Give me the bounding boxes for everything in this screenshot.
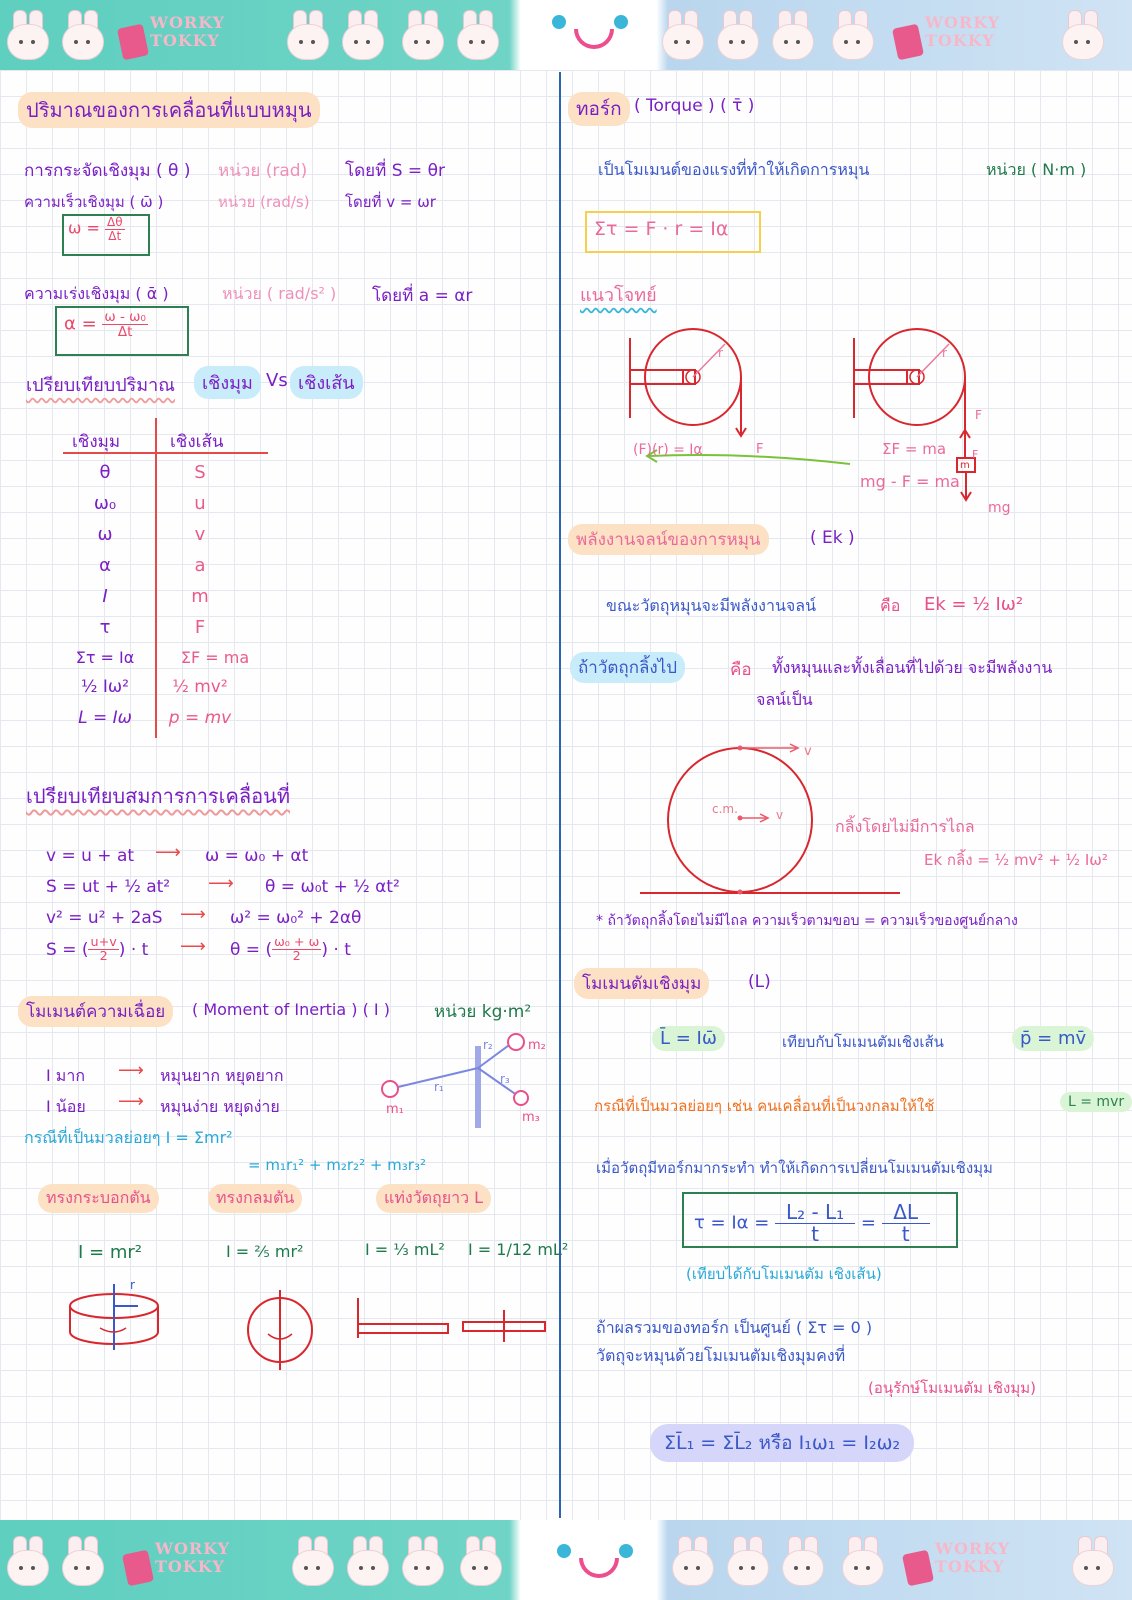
- label-m3: m₃: [522, 1110, 540, 1125]
- bunny-icon: [285, 10, 329, 60]
- table-cell-linear: v: [194, 524, 206, 545]
- logo-text-1: WORKY: [935, 1539, 1011, 1558]
- compare-equations-title: เปรียบเทียบสมการการเคลื่อนที่: [26, 784, 291, 808]
- bunny-face-icon: [545, 1534, 645, 1594]
- torque-formula: Στ = F · r = Iα: [594, 218, 729, 240]
- logo-icon: [125, 1534, 231, 1586]
- arrow-icon: ⟶: [208, 873, 234, 894]
- center-of-mass-label: c.m.: [712, 802, 738, 816]
- logo-text-1: WORKY: [150, 13, 226, 32]
- pulley-force-equation: ΣF = ma: [882, 440, 947, 458]
- logo-text-2: TOKKY: [925, 31, 995, 50]
- bunny-icon: [400, 10, 444, 60]
- eq-part: θ = (: [230, 939, 273, 960]
- shape-label-sphere: ทรงกลมตัน: [208, 1184, 302, 1213]
- formula-denominator: Δt: [117, 324, 133, 341]
- label-r2: r₂: [483, 1038, 493, 1052]
- conservation-formula: ΣL̄₁ = ΣL̄₂ หรือ I₁ω₁ = I₂ω₂: [650, 1424, 914, 1462]
- bunny-icon: [660, 10, 704, 60]
- eq-part: S = (: [46, 939, 89, 960]
- problem-title: แนวโจทย์: [580, 285, 657, 306]
- linear-equation: S = ut + ½ at²: [46, 877, 171, 897]
- pulley-radius-label: r: [718, 346, 723, 360]
- cylinder-radius-label: r: [130, 1278, 135, 1292]
- table-cell-linear: F: [194, 617, 206, 638]
- bunny-icon: [5, 1536, 49, 1586]
- angular-equation: ω² = ω₀² + 2αθ: [230, 908, 362, 928]
- inertia-more-label: I มาก: [46, 1066, 86, 1085]
- formula-numerator: Δθ: [106, 215, 123, 229]
- bunny-icon: [340, 10, 384, 60]
- angular-momentum-symbol: (L): [748, 972, 771, 992]
- bunny-icon: [345, 1536, 389, 1586]
- bunny-icon: [670, 1536, 714, 1586]
- rolling-description-1: ทั้งหมุนและทั้งเลื่อนที่ไปด้วย จะมีพลังงาน: [772, 658, 1053, 677]
- inertia-unit: หน่วย kg·m²: [434, 1002, 532, 1022]
- table-cell-linear: S: [194, 462, 206, 483]
- bunny-icon: [1070, 1536, 1114, 1586]
- rolling-is: คือ: [730, 660, 752, 680]
- angular-displacement-label: การกระจัดเชิงมุม ( θ ): [24, 161, 191, 181]
- bunny-icon: [840, 1536, 884, 1586]
- bunny-icon: [458, 1536, 502, 1586]
- table-cell-linear: u: [194, 493, 206, 514]
- eq-numerator: ω₀ + ω: [274, 935, 320, 950]
- eq-denominator: 2: [292, 949, 301, 965]
- angular-velocity-formula: [68, 216, 125, 242]
- rolling-note: * ถ้าวัตถุกลิ้งโดยไม่มีไถล ความเร็วตามขอบ = ความเร็วของศูนย์กลาง: [596, 913, 1018, 929]
- force-label: F: [756, 442, 764, 457]
- torque-momentum-note: (เทียบได้กับโมเมนตัม เชิงเส้น): [686, 1265, 882, 1283]
- linear-equation: [46, 936, 148, 964]
- bunny-icon: [455, 10, 499, 60]
- logo-icon: [905, 1534, 1011, 1586]
- bunny-icon: [1060, 10, 1104, 60]
- force-label: F: [972, 448, 979, 461]
- torque-english: ( Torque ) ( τ̄ ): [634, 96, 755, 116]
- point-mass-formula: กรณีที่เป็นมวลย่อยๆ I = Σmr²: [24, 1128, 233, 1147]
- rod-center-inertia: I = 1/12 mL²: [468, 1240, 569, 1259]
- bunny-icon: [780, 1536, 824, 1586]
- rotational-ke-is: คือ: [880, 596, 901, 615]
- torque-description: เป็นโมเมนต์ของแรงที่ทำให้เกิดการหมุน: [598, 160, 870, 179]
- section-title-rotational-quantities: ปริมาณของการเคลื่อนที่แบบหมุน: [18, 92, 320, 128]
- column-divider: [559, 72, 561, 1518]
- angular-velocity-unit: หน่วย (rad/s): [218, 193, 310, 211]
- label-m1: m₁: [386, 1102, 404, 1117]
- table-cell-angular: θ: [99, 462, 111, 483]
- table-cell-angular: τ: [99, 617, 111, 638]
- conservation-line-1: ถ้าผลรวมของทอร์ก เป็นศูนย์ ( Στ = 0 ): [596, 1318, 873, 1337]
- rolling-description-2: จลน์เป็น: [756, 690, 813, 709]
- bunny-icon: [715, 10, 759, 60]
- angular-velocity-relation: โดยที่ v = ωr: [345, 193, 436, 211]
- table-cell-linear: a: [194, 555, 206, 576]
- pulley-torque-equation: (F)(r) = Iα: [633, 442, 703, 458]
- table-header-linear: เชิงเส้น: [170, 432, 224, 452]
- label-r1: r₁: [434, 1080, 444, 1094]
- rolling-top-velocity: v: [804, 744, 812, 759]
- angular-equation: θ = ω₀t + ½ αt²: [265, 877, 400, 897]
- rolling-ke-formula: Ek กลิ้ง = ½ mv² + ½ Iω²: [924, 851, 1108, 869]
- arrow-icon: ⟶: [118, 1060, 144, 1081]
- inertia-english: ( Moment of Inertia ) ( I ): [192, 1000, 390, 1019]
- inertia-less-label: I น้อย: [46, 1097, 86, 1116]
- rod-center-diagram: [463, 1310, 547, 1342]
- pulley-diagram: [625, 330, 1005, 520]
- weight-label: mg: [988, 500, 1011, 516]
- table-cell-angular: ω: [97, 524, 113, 545]
- label-m2: m₂: [528, 1038, 546, 1053]
- bunny-icon: [770, 10, 814, 60]
- angular-accel-formula: [64, 310, 148, 339]
- sphere-inertia: I = ⅖ mr²: [226, 1242, 304, 1261]
- angular-accel-relation: โดยที่ a = αr: [372, 286, 473, 306]
- rolling-no-slip-label: กลิ้งโดยไม่มีการไถล: [835, 817, 975, 836]
- formula-lhs: α =: [64, 313, 97, 335]
- rolling-center-velocity: v: [776, 808, 784, 822]
- rod-end-diagram: [352, 1298, 450, 1338]
- torque-momentum-formula: [694, 1202, 930, 1245]
- formula-denominator: t: [901, 1222, 910, 1246]
- pulley-mass-equation: mg - F = ma: [860, 472, 960, 491]
- bunny-icon: [5, 10, 49, 60]
- table-cell-angular: ½ Iω²: [81, 677, 129, 697]
- cylinder-diagram: [66, 1288, 162, 1354]
- table-cell-linear: p = mv: [168, 708, 232, 728]
- arrow-icon: ⟶: [180, 904, 206, 925]
- rotational-ke-formula: Ek = ½ Iω²: [924, 594, 1024, 615]
- logo-icon: [895, 8, 1001, 60]
- bunny-face-icon: [540, 5, 640, 65]
- conservation-line-2: วัตถุจะหมุนด้วยโมเมนตัมเชิงมุมคงที่: [596, 1346, 846, 1365]
- shape-label-rod: แท่งวัตถุยาว L: [376, 1184, 491, 1213]
- angular-velocity-label: ความเร็วเชิงมุม ( ω̄ ): [24, 193, 164, 211]
- label-r3: r₃: [500, 1072, 510, 1086]
- formula-numerator: L₂ - L₁: [775, 1202, 855, 1224]
- compare-vs: Vs: [266, 370, 288, 391]
- logo-text-2: TOKKY: [155, 1557, 225, 1576]
- linear-equation: v² = u² + 2aS: [46, 908, 163, 928]
- inertia-more-effect: หมุนยาก หยุดยาก: [160, 1066, 284, 1085]
- pulley-radius-label: r: [942, 346, 947, 360]
- torque-title: ทอร์ก: [568, 92, 630, 126]
- logo-text-1: WORKY: [925, 13, 1001, 32]
- rolling-title: ถ้าวัตถุกลิ้งไป: [570, 652, 685, 683]
- compare-quantities-title: เปรียบเทียบปริมาณ: [26, 375, 175, 396]
- inertia-title: โมเมนต์ความเฉื่อย: [18, 996, 173, 1027]
- rotational-ke-symbol: ( Ek ): [810, 528, 855, 548]
- point-mass-momentum-formula: L = mvr: [1060, 1092, 1132, 1112]
- table-cell-angular: L = Iω: [78, 708, 132, 728]
- compare-angular-tag: เชิงมุม: [194, 366, 261, 399]
- mass-label: m: [960, 460, 970, 471]
- torque-momentum-description: เมื่อวัตถุมีทอร์กมากระทำ ทำให้เกิดการเปลี่ยนโมเมนตัมเชิงมุม: [596, 1159, 993, 1177]
- arrow-icon: ⟶: [118, 1091, 144, 1112]
- point-mass-momentum-note: กรณีที่เป็นมวลย่อยๆ เช่น คนเคลื่อนที่เป็นวงกลมให้ใช้: [594, 1097, 935, 1115]
- eq-denominator: 2: [99, 949, 108, 965]
- table-cell-linear: ½ mv²: [172, 677, 228, 697]
- angular-displacement-unit: หน่วย (rad): [218, 161, 308, 181]
- bunny-icon: [725, 1536, 769, 1586]
- point-mass-expansion: = m₁r₁² + m₂r₂² + m₃r₃²: [248, 1156, 427, 1174]
- angular-equation: ω = ω₀ + αt: [205, 846, 309, 866]
- bunny-icon: [290, 1536, 334, 1586]
- logo-text-1: WORKY: [155, 1539, 231, 1558]
- logo-text-2: TOKKY: [150, 31, 220, 50]
- bunny-icon: [60, 10, 104, 60]
- bunny-icon: [830, 10, 874, 60]
- torque-unit: หน่วย ( N·m ): [986, 160, 1087, 179]
- formula-lhs: τ = Iα =: [694, 1212, 770, 1234]
- angular-accel-unit: หน่วย ( rad/s² ): [222, 284, 337, 303]
- table-header-angular: เชิงมุม: [72, 432, 121, 452]
- table-cell-angular: ω₀: [93, 493, 117, 514]
- bunny-icon: [60, 1536, 104, 1586]
- table-cell-angular: Στ = Iα: [75, 648, 135, 667]
- eq-part: ) · t: [118, 939, 149, 960]
- angular-momentum-title: โมเมนตัมเชิงมุม: [574, 968, 709, 999]
- formula-denominator: t: [811, 1222, 819, 1246]
- formula-denominator: Δt: [108, 228, 122, 243]
- conservation-note: (อนุรักษ์โมเมนตัม เชิงมุม): [868, 1379, 1037, 1397]
- angular-equation: [230, 936, 351, 964]
- logo-text-2: TOKKY: [935, 1557, 1005, 1576]
- arrow-icon: ⟶: [155, 842, 181, 863]
- table-cell-angular: I: [102, 586, 108, 607]
- sphere-diagram: [244, 1290, 316, 1370]
- linear-equation: v = u + at: [46, 846, 135, 866]
- formula-numerator: ω - ω₀: [104, 309, 146, 325]
- table-cell-linear: ΣF = ma: [180, 648, 250, 667]
- angular-displacement-relation: โดยที่ S = θr: [345, 161, 445, 181]
- inertia-less-effect: หมุนง่าย หยุดง่าย: [160, 1097, 280, 1116]
- eq-numerator: u+v: [90, 935, 117, 950]
- bottom-banner: [0, 1520, 1132, 1600]
- arrow-icon: ⟶: [180, 936, 206, 957]
- angular-momentum-compare: เทียบกับโมเมนตัมเชิงเส้น: [782, 1033, 944, 1051]
- table-cell-angular: α: [99, 555, 111, 576]
- angular-accel-label: ความเร่งเชิงมุม ( ᾱ ): [24, 284, 169, 303]
- shape-label-cylinder: ทรงกระบอกตัน: [38, 1184, 159, 1213]
- formula-lhs: ω =: [68, 218, 100, 238]
- rotational-ke-title: พลังงานจลน์ของการหมุน: [568, 524, 769, 555]
- top-banner: [0, 0, 1132, 70]
- rotational-ke-description: ขณะวัตถุหมุนจะมีพลังงานจลน์: [606, 596, 816, 615]
- table-cell-linear: m: [191, 586, 209, 607]
- formula-equals: =: [860, 1212, 876, 1234]
- linear-momentum-formula: p̄ = mv̄: [1012, 1026, 1094, 1051]
- eq-part: ) · t: [321, 939, 351, 960]
- rod-end-inertia: I = ⅓ mL²: [365, 1240, 445, 1259]
- formula-numerator: ΔL: [882, 1202, 930, 1224]
- logo-icon: [120, 8, 226, 60]
- cylinder-inertia: I = mr²: [78, 1242, 142, 1263]
- bunny-icon: [400, 1536, 444, 1586]
- force-label: F: [975, 408, 982, 422]
- angular-momentum-formula: L̄ = Iω̄: [652, 1026, 725, 1051]
- compare-linear-tag: เชิงเส้น: [290, 366, 363, 399]
